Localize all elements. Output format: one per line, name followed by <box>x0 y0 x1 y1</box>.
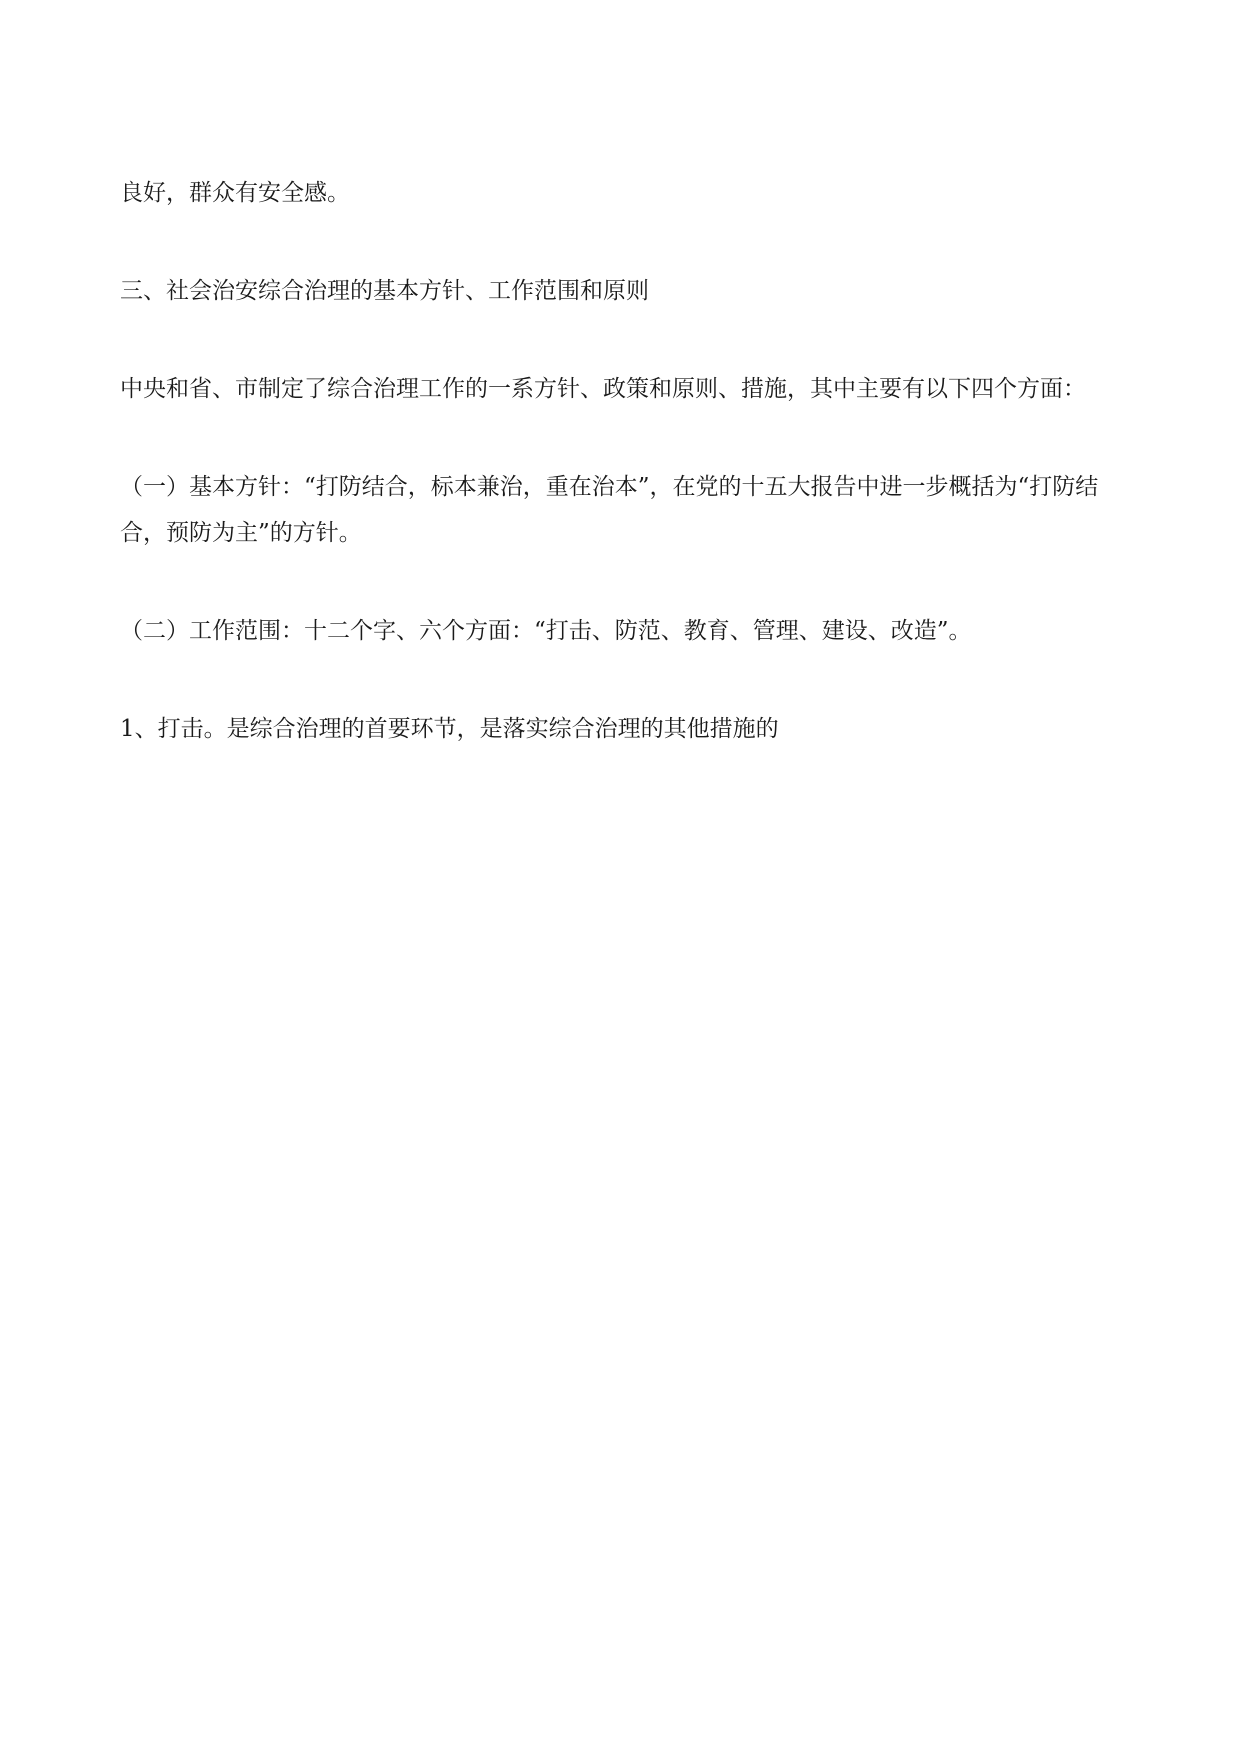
document-body <box>120 170 1130 804</box>
paragraph-item-strike: 1、打击。是综合治理的首要环节，是落实综合治理的其他措施的 <box>120 716 779 742</box>
paragraph-work-scope: （二）工作范围：十二个字、六个方面：“打击、防范、教育、管理、建设、改造”。 <box>120 618 972 644</box>
section-heading: 三、社会治安综合治理的基本方针、工作范围和原则 <box>120 278 649 304</box>
paragraph-continuation: 良好，群众有安全感。 <box>120 180 350 206</box>
paragraph-basic-policy: （一）基本方针：“打防结合，标本兼治，重在治本”，在党的十五大报告中进一步概括为“打防结合，预防为主”的方针。 <box>120 474 1099 546</box>
paragraph-intro: 中央和省、市制定了综合治理工作的一系方针、政策和原则、措施，其中主要有以下四个方面： <box>120 376 1086 402</box>
